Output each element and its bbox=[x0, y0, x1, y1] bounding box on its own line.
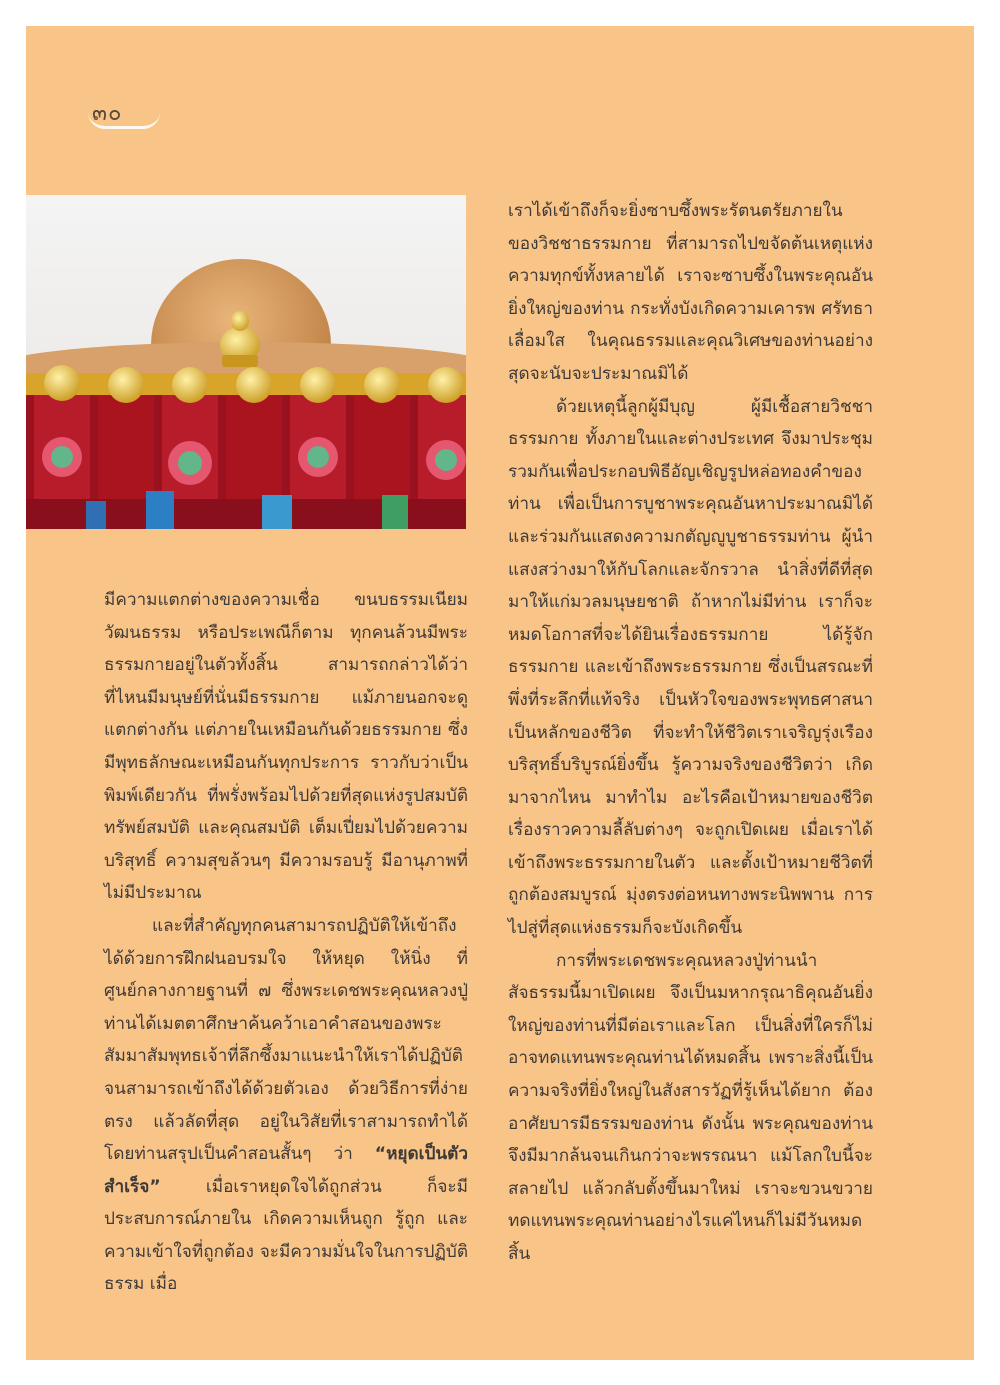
quote-stop-is-success: “หยุดเป็นตัวสำเร็จ” bbox=[104, 1144, 468, 1197]
page-number-swoosh bbox=[88, 112, 160, 129]
right-paragraph-2: ด้วยเหตุนี้ลูกผู้มีบุญ ผู้มีเชื้อสายวิชชาธรรมกาย ทั้งภายในและต่างประเทศ จึงมาประชุมรวมกันเพื่อประกอบพิธีอัญเชิญรูปหล่อทองคำของท่าน เพื่อเป็นการบูชาพระคุณอันหาประมาณมิได้ และร่วมกันแสดงความกตัญญูบูชาธรรมท่าน ผู้นำแสงสว่างมาให้กับโลกและจักรวาล นำสิ่งที่ดีที่สุดมาให้แก่มวลมนุษยชาติ ถ้าหากไม่มีท่าน เราก็จะหมดโอกาสที่จะได้ยินเรื่องธรรมกาย ได้รู้จักธรรมกาย และเข้าถึงพระธรรมกาย ซึ่งเป็นสรณะที่พึ่งที่ระลึกที่แท้จริง เป็นหัวใจของพระพุทธศาสนา เป็นหลักของชีวิต ที่จะทำให้ชีวิตเราเจริญรุ่งเรือง บริสุทธิ์บริบูรณ์ยิ่งขึ้น รู้ความจริงของชีวิตว่า เกิดมาจากไหน มาทำไม อะไรคือเป้าหมายของชีวิต เรื่องราวความลี้ลับต่างๆ จะถูกเปิดเผย เมื่อเราได้เข้าถึงพระธรรมกายในตัว และตั้งเป้าหมายชีวิตที่ถูกต้องสมบูรณ์ มุ่งตรงต่อหนทางพระนิพพาน การไปสู่ที่สุดแห่งธรรมก็จะบังเกิดขึ้น bbox=[508, 396, 873, 939]
left-paragraph-2-end: เมื่อเราหยุดใจได้ถูกส่วน ก็จะมีประสบการณ์ภายใน เกิดความเห็นถูก รู้ถูก และความเข้าใจที่ถูกต้อง จะมีความมั่นใจในการปฏิบัติธรรม เมื่อ bbox=[104, 1176, 468, 1295]
right-paragraph-1: เราได้เข้าถึงก็จะยิ่งซาบซึ้งพระรัตนตรัยภายในของวิชชาธรรมกาย ที่สามารถไปขจัดต้นเหตุแห่งความทุกข์ทั้งหลายได้ เราจะซาบซึ้งในพระคุณอันยิ่งใหญ่ของท่าน กระทั่งบังเกิดความเคารพ ศรัทธา เลื่อมใส ในคุณธรรมและคุณวิเศษของท่านอย่างสุดจะนับจะประมาณมิได้ bbox=[508, 201, 873, 384]
right-paragraph-3: การที่พระเดชพระคุณหลวงปู่ท่านนำสัจธรรมนี้มาเปิดเผย จึงเป็นมหากรุณาธิคุณอันยิ่งใหญ่ของท่านที่มีต่อเราและโลก เป็นสิ่งที่ใครก็ไม่อาจทดแทนพระคุณท่านได้หมดสิ้น เพราะสิ่งนี้เป็นความจริงที่ยิ่งใหญ่ในสังสารวัฏที่รู้เห็นได้ยาก ต้องอาศัยบารมีธรรมของท่าน ดังนั้น พระคุณของท่านจึงมีมากล้นจนเกินกว่าจะพรรณนา แม้โลกใบนี้จะสลายไป แล้วกลับตั้งขึ้นมาใหม่ เราจะขวนขวายทดแทนพระคุณท่านอย่างไรแค่ไหนก็ไม่มีวันหมดสิ้น bbox=[508, 950, 873, 1264]
left-paragraph-1: มีความแตกต่างของความเชื่อ ขนบธรรมเนียม วัฒนธรรม หรือประเพณีก็ตาม ทุกคนล้วนมีพระธรรมกายอยู่ในตัวทั้งสิ้น สามารถกล่าวได้ว่า ที่ไหนมีมนุษย์ที่นั่นมีธรรมกาย แม้ภายนอกจะดูแตกต่างกัน แต่ภายในเหมือนกันด้วยธรรมกาย ซึ่งมีพุทธลักษณะเหมือนกันทุกประการ ราวกับว่าเป็นพิมพ์เดียวกัน ที่พรั่งพร้อมไปด้วยที่สุดแห่งรูปสมบัติ ทรัพย์สมบัติ และคุณสมบัติ เต็มเปี่ยมไปด้วยความบริสุทธิ์ ความสุขล้วนๆ มีความรอบรู้ มีอานุภาพที่ไม่มีประมาณ bbox=[104, 590, 468, 904]
left-column bbox=[104, 584, 468, 1301]
page-number: ๓๐ bbox=[92, 101, 123, 126]
right-column bbox=[508, 195, 873, 1271]
left-paragraph-2 bbox=[104, 910, 468, 1301]
left-paragraph-2-start: และที่สำคัญทุกคนสามารถปฏิบัติให้เข้าถึงได้ด้วยการฝึกฝนอบรมใจ ให้หยุด ให้นิ่ง ที่ศูนย์กลางกายฐานที่ ๗ ซึ่งพระเดชพระคุณหลวงปู่ท่านได้เมตตาศึกษาค้นคว้าเอาคำสอนของพระสัมมาสัมพุทธเจ้าที่ลึกซึ้งมาแนะนำให้เราได้ปฏิบัติจนสามารถเข้าถึงได้ด้วยตัวเอง ด้วยวิธีการที่ง่าย ตรง แล้วลัดที่สุด อยู่ในวิสัยที่เราสามารถทำได้ โดยท่านสรุปเป็นคำสอนสั้นๆ ว่า bbox=[104, 915, 468, 1165]
ceremony-photo bbox=[26, 195, 466, 529]
